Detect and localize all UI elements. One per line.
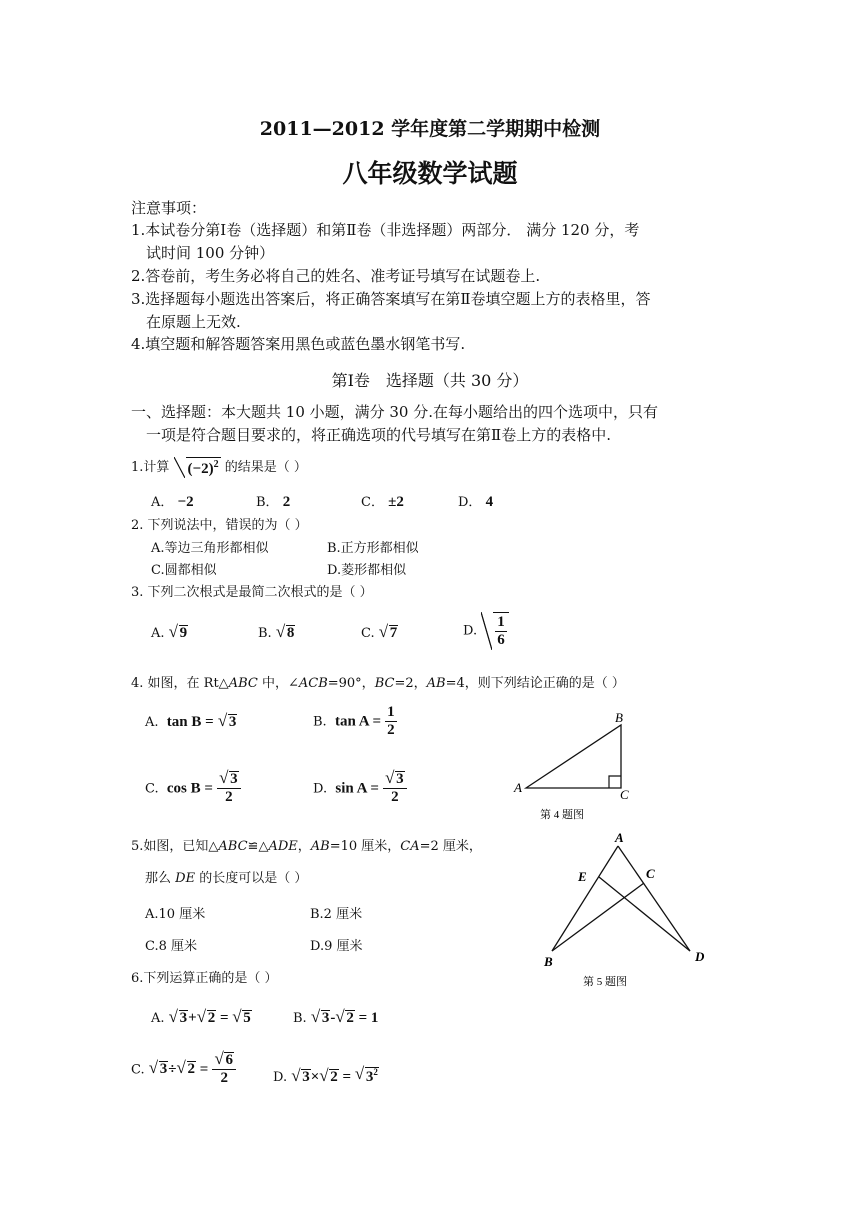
- q5-label-b: B: [544, 954, 553, 969]
- note-item-3: 3.选择题每小题选出答案后，将正确答案填写在第Ⅱ卷填空题上方的表格里，答: [131, 290, 651, 308]
- q5-label-d: D: [695, 949, 705, 964]
- q5-label-e: E: [578, 869, 587, 884]
- notes-heading: 注意事项：: [131, 199, 207, 217]
- q1-option-c: C． ±2: [361, 494, 404, 510]
- q2-option-d: D.菱形都相似: [327, 563, 407, 578]
- q3-option-a: A. √ 9: [151, 625, 188, 642]
- exam-subtitle: 八年级数学试题: [342, 159, 518, 188]
- q3-option-d: D. $\frac{1}{6}$: [463, 612, 509, 650]
- q5-figure: [532, 826, 712, 992]
- question-3-stem: 3. 下列二次根式是最简二次根式的是（ ）: [131, 585, 373, 600]
- q2-option-a: A.等边三角形都相似: [151, 541, 269, 556]
- question-4-stem: 4. 如图，在 Rt△ABC 中，∠ACB=90°，BC=2，AB=4，则下列结论正确的是（ ）: [131, 676, 625, 691]
- q5-option-b: B.2 厘米: [310, 907, 363, 922]
- q5-label-a: A: [615, 830, 624, 845]
- section-intro: 一、选择题：本大题共 10 小题，满分 30 分.在每小题给出的四个选项中，只有: [131, 403, 659, 421]
- question-2-stem: 2. 下列说法中，错误的为（ ）: [131, 518, 308, 533]
- q6-option-a: A. √ 3+√ 2 = √ 5: [151, 1010, 252, 1027]
- q1-option-b: B． 2: [256, 494, 291, 510]
- q5-line-bc: [552, 883, 644, 951]
- q5-label-c: C: [646, 866, 655, 881]
- q5-option-d: D.9 厘米: [310, 939, 363, 954]
- exam-title: 2011—2012 学年度第二学期期中检测: [259, 118, 601, 140]
- question-1-stem: 1.计算 $(-2)^2$ 的结果是（ ）: [131, 459, 307, 477]
- question-5-stem: 5.如图，已知△ABC≌△ADE，AB=10 厘米，CA=2 厘米，: [131, 839, 482, 854]
- q5-option-c: C.8 厘米: [145, 939, 198, 954]
- note-item-4: 4.填空题和解答题答案用黑色或蓝色墨水钢笔书写.: [131, 335, 466, 353]
- q2-option-c: C.圆都相似: [151, 563, 217, 578]
- note-item-3-cont: 在原题上无效.: [146, 313, 241, 331]
- note-item-1: 1.本试卷分第Ⅰ卷（选择题）和第Ⅱ卷（非选择题）两部分． 满分 120 分，考: [131, 221, 640, 239]
- q6-option-c: C. √ 3÷√ 2 = √ $\frac{6}{2}$: [131, 1052, 236, 1088]
- q5-line-ad: [618, 846, 690, 951]
- q1-radical: $(-2)^2$: [174, 457, 221, 478]
- q4-caption: 第 4 题图: [540, 809, 584, 821]
- q5-line-ab: [552, 846, 618, 951]
- question-6-stem: 6.下列运算正确的是（ ）: [131, 971, 278, 986]
- q1-option-a: A． −2: [151, 494, 194, 510]
- q6-option-d: D. √ 3×√ 2 = √ $3^2$: [273, 1067, 379, 1086]
- q3-option-c: C. √ 7: [361, 625, 398, 642]
- q4-label-b: B: [615, 710, 623, 725]
- q4-option-b: B. tan A = $\frac{1}{2}$: [313, 704, 395, 739]
- q2-option-b: B.正方形都相似: [327, 541, 419, 556]
- q4-option-d: D. sin A = √ $\frac{3}{2}$: [313, 771, 407, 807]
- q1-option-d: D． 4: [458, 494, 494, 510]
- question-5-stem-cont: 那么 DE 的长度可以是（ ）: [145, 871, 308, 886]
- q4-label-c: C: [620, 787, 629, 802]
- q3-option-b: B. √ 8: [258, 625, 295, 642]
- section-title: 第Ⅰ卷 选择题（共 30 分）: [331, 371, 529, 390]
- q6-option-b: B. √ 3-√ 2 = 1: [293, 1010, 378, 1027]
- q4-figure: [508, 706, 648, 828]
- note-item-2: 2.答卷前，考生务必将自己的姓名、准考证号填写在试题卷上.: [131, 267, 541, 285]
- q5-caption: 第 5 题图: [583, 976, 627, 988]
- q5-line-ed: [599, 877, 690, 951]
- q5-option-a: A.10 厘米: [145, 907, 206, 922]
- note-item-1-cont: 试时间 100 分钟）: [146, 244, 275, 262]
- q4-option-c: C. cos B = √ $\frac{3}{2}$: [145, 771, 241, 807]
- section-intro-cont: 一项是符合题目要求的，将正确选项的代号填写在第Ⅱ卷上方的表格中.: [146, 426, 611, 444]
- q4-option-a: A. tan B = √ 3: [145, 714, 237, 731]
- q4-label-a: A: [514, 780, 522, 795]
- q4-triangle: [526, 725, 621, 788]
